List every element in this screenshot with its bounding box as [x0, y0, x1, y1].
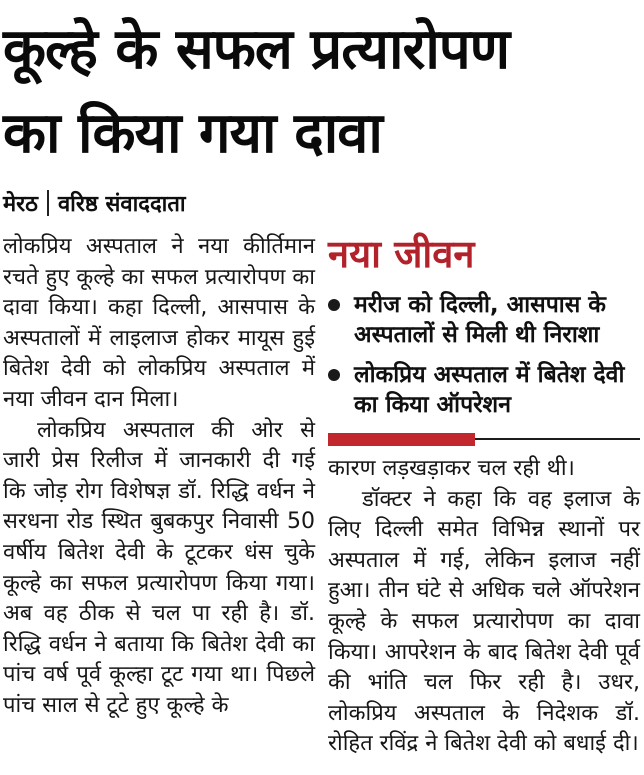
body-paragraph: लोकप्रिय अस्पताल ने नया कीर्तिमान रचते हुए कूल्हे का सफल प्रत्यारोपण का दावा किया। कहा दिल्ली, आसपास के अस्पतालों में लाइलाज होकर मायूस हुई बितेश देवी को लोकप्रिय अस्पताल में नया जीवन दान मिला। — [3, 234, 315, 412]
headline-line1: कूल्हे के सफल प्रत्यारोपण — [3, 17, 510, 82]
byline-location: मेरठ — [3, 192, 38, 217]
right-column — [328, 232, 640, 760]
body-paragraph: डॉक्टर ने कहा कि वह इलाज के लिए दिल्ली समेत विभिन्न स्थानों पर अस्पताल में गई, लेकिन इलाज नहीं हुआ। तीन घंटे से अधिक चले ऑपरेशन कूल्हे के सफल प्रत्यारोपण का दावा किया। आपरेशन के बाद बितेश देवी पूर्व की भांति चल फिर रही है। उधर, लोकप्रिय अस्पताल के निदेशक डॉ. रोहित रविंद्र ने बितेश देवी को बधाई दी। — [328, 486, 640, 757]
byline — [3, 188, 640, 218]
article-columns — [3, 232, 640, 760]
bullet-text: लोकप्रिय अस्पताल में बितेश देवी का किया ऑपरेशन — [354, 362, 625, 418]
byline-separator-bar — [47, 190, 49, 216]
red-accent-bar — [328, 433, 475, 446]
highlight-box — [328, 232, 640, 446]
body-paragraph: कारण लड़खड़ाकर चल रही थी। — [328, 456, 575, 481]
section-divider — [328, 432, 640, 446]
divider-rule — [475, 438, 640, 440]
headline — [3, 8, 640, 176]
bullet-item — [328, 290, 640, 350]
bullet-icon — [328, 299, 340, 311]
bullet-item — [328, 360, 640, 420]
bullet-text: मरीज को दिल्ली, आसपास के अस्पतालों से मिली थी निराशा — [354, 292, 606, 348]
highlight-bullet-list — [328, 290, 640, 420]
byline-reporter: वरिष्ठ संवाददाता — [57, 192, 186, 217]
bullet-icon — [328, 369, 340, 381]
highlight-title: नया जीवन — [328, 232, 475, 276]
left-column — [3, 232, 315, 722]
body-paragraph: लोकप्रिय अस्पताल की ओर से जारी प्रेस रिलीज में जानकारी दी गई कि जोड़ रोग विशेषज्ञ डॉ. रिद्धि वर्धन ने सरधना रोड स्थित बुबकपुर निवासी 50 वर्षीय बितेश देवी के टूटकर धंस चुके कूल्हे का सफल प्रत्यारोपण किया गया। अब वह ठीक से चल पा रही है। डॉ. रिद्धि वर्धन ने बताया कि बितेश देवी का पांच वर्ष पूर्व कूल्हा टूट गया था। पिछले पांच साल से टूटे हुए कूल्हे के — [3, 417, 315, 718]
headline-line2: का किया गया दावा — [3, 101, 382, 166]
